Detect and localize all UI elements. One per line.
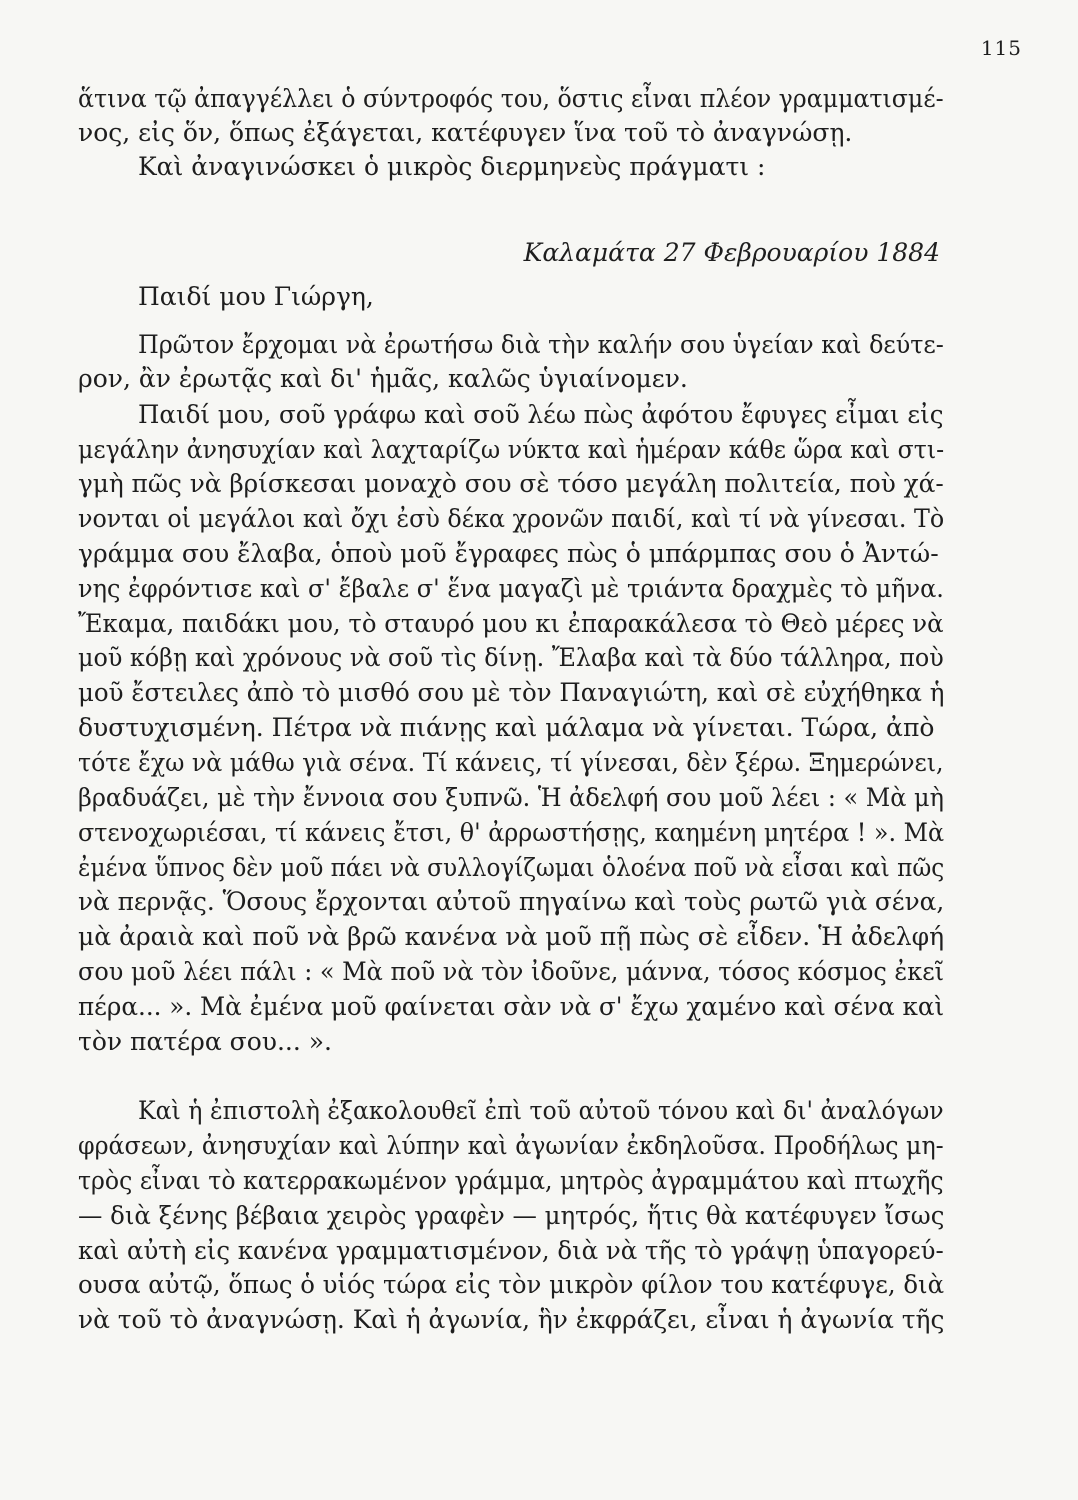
text-line: ἅτινα τῷ ἀπαγγέλλει ὁ σύντροφός του, ὅστις εἶναι πλέον γραμματισμέ- [78, 84, 944, 113]
text-line: φράσεων, ἀνησυχίαν καὶ λύπην καὶ ἀγωνίαν ἐκδηλοῦσα. Προδήλως μη- [78, 1131, 944, 1160]
text-line: γράμμα σου ἔλαβα, ὁποὺ μοῦ ἔγραφες πὼς ὁ μπάρμπας σου ὁ Ἀντώ- [78, 539, 939, 568]
text-line: στενοχωριέσαι, τί κάνεις ἔτσι, θ' ἀρρωστήσῃς, καημένη μητέρα ! ». Μὰ [78, 818, 945, 847]
text-line: νὰ τοῦ τὸ ἀναγνώσῃ. Καὶ ἡ ἀγωνία, ἣν ἐκφράζει, εἶναι ἡ ἀγωνία τῆς [78, 1305, 945, 1334]
text-line: καὶ αὐτὴ εἰς κανένα γραμματισμένον, διὰ νὰ τῆς τὸ γράψῃ ὑπαγορεύ- [78, 1236, 944, 1265]
text-line: τὸν πατέρα σου... ». [78, 1027, 332, 1056]
text-line: Ἔκαμα, παιδάκι μου, τὸ σταυρό μου κι ἐπαρακάλεσα τὸ Θεὸ μέρες νὰ [78, 609, 944, 638]
text-line: τρὸς εἶναι τὸ κατερρακωμένον γράμμα, μητρὸς ἀγραμμάτου καὶ πτωχῆς [78, 1166, 944, 1195]
text-line: ἐμένα ὕπνος δὲν μοῦ πάει νὰ συλλογίζωμαι ὁλοένα ποῦ νὰ εἶσαι καὶ πῶς [78, 853, 945, 882]
text-line: σου μοῦ λέει πάλι : « Μὰ ποῦ νὰ τὸν ἰδοῦνε, μάννα, τόσος κόσμος ἐκεῖ [78, 957, 945, 986]
text-line: Καὶ ἡ ἐπιστολὴ ἐξακολουθεῖ ἐπὶ τοῦ αὐτοῦ τόνου καὶ δι' ἀναλόγων [138, 1096, 944, 1125]
text-line: πέρα... ». Μὰ ἐμένα μοῦ φαίνεται σὰν νὰ σ' ἔχω χαμένο καὶ σένα καὶ [78, 992, 945, 1021]
letter-dateline: Καλαμάτα 27 Φεβρουαρίου 1884 [523, 238, 940, 267]
text-line: μοῦ ἔστειλες ἀπὸ τὸ μισθό σου μὲ τὸν Παναγιώτη, καὶ σὲ εὐχήθηκα ἡ [78, 678, 945, 707]
text-line: νονται οἱ μεγάλοι καὶ ὄχι ἐσὺ δέκα χρονῶν παιδί, καὶ τί νὰ γίνεσαι. Τὸ [78, 504, 945, 533]
text-line: ρον, ἂν ἐρωτᾷς καὶ δι' ἡμᾶς, καλῶς ὑγιαίνομεν. [78, 364, 688, 393]
text-line: νης ἐφρόντισε καὶ σ' ἔβαλε σ' ἕνα μαγαζὶ μὲ τριάντα δραχμὲς τὸ μῆνα. [78, 574, 944, 603]
text-line: ουσα αὐτῷ, ὅπως ὁ υἱός τώρα εἰς τὸν μικρὸν φίλον του κατέφυγε, διὰ [78, 1270, 945, 1299]
text-line: δυστυχισμένη. Πέτρα νὰ πιάνῃς καὶ μάλαμα νὰ γίνεται. Τώρα, ἀπὸ [78, 713, 935, 742]
text-line: — διὰ ξένης βέβαια χειρὸς γραφὲν — μητρός, ἥτις θὰ κατέφυγεν ἴσως [78, 1201, 945, 1230]
text-line: μὰ ἀραιὰ καὶ ποῦ νὰ βρῶ κανένα νὰ μοῦ πῇ πὼς σὲ εἶδεν. Ἡ ἀδελφή [78, 922, 945, 951]
text-line: γμὴ πῶς νὰ βρίσκεσαι μοναχὸ σου σὲ τόσο μεγάλη πολιτεία, ποὺ χά- [78, 469, 944, 498]
letter-salutation: Παιδί μου Γιώργη, [138, 282, 374, 311]
text-line: μεγάλην ἀνησυχίαν καὶ λαχταρίζω νύκτα καὶ ἡμέραν κάθε ὥρα καὶ στι- [78, 435, 945, 464]
page-number: 115 [980, 36, 1022, 60]
text-line: μοῦ κόβῃ καὶ χρόνους νὰ σοῦ τὶς δίνῃ. Ἔλαβα καὶ τὰ δύο τάλληρα, ποὺ [78, 643, 944, 672]
text-line: τότε ἔχω νὰ μάθω γιὰ σένα. Τί κάνεις, τί γίνεσαι, δὲν ξέρω. Ξημερώνει, [78, 748, 944, 777]
text-line: νος, εἰς ὅν, ὅπως ἐξάγεται, κατέφυγεν ἵνα τοῦ τὸ ἀναγνώσῃ. [78, 118, 853, 147]
text-line: Παιδί μου, σοῦ γράφω καὶ σοῦ λέω πὼς ἀφότου ἔφυγες εἶμαι εἰς [138, 400, 944, 429]
text-line: Πρῶτον ἔρχομαι νὰ ἐρωτήσω διὰ τὴν καλήν σου ὑγείαν καὶ δεύτε- [138, 330, 944, 359]
text-line: βραδυάζει, μὲ τὴν ἔννοια σου ξυπνῶ. Ἡ ἀδελφή σου μοῦ λέει : « Μὰ μὴ [78, 783, 944, 812]
text-line: νὰ περνᾷς. Ὅσους ἔρχονται αὐτοῦ πηγαίνω καὶ τοὺς ρωτῶ γιὰ σένα, [78, 887, 945, 916]
text-line: Καὶ ἀναγινώσκει ὁ μικρὸς διερμηνεὺς πράγματι : [138, 152, 766, 181]
